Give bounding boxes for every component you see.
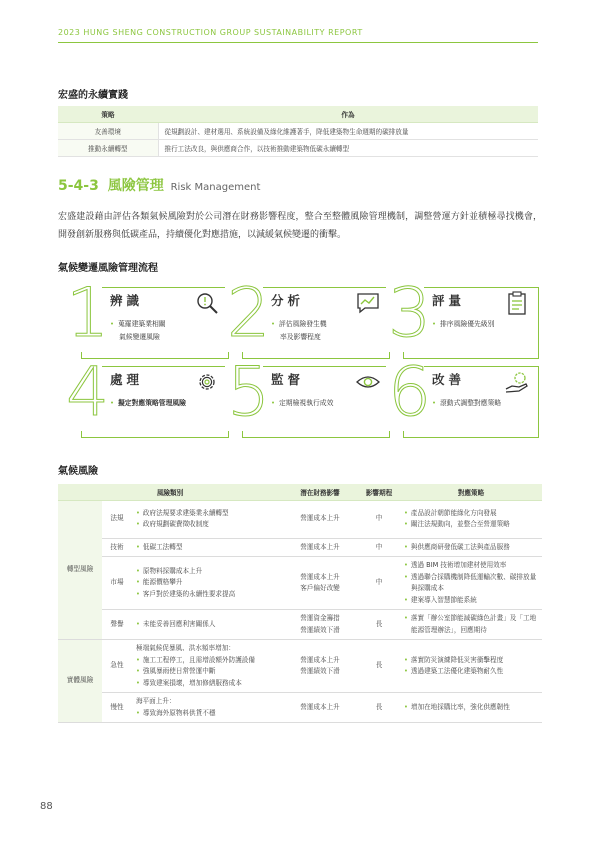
process-step-identify <box>66 274 229 359</box>
step-number: 5 <box>227 353 271 432</box>
climate-risk-title: 氣候風險 <box>58 466 98 477</box>
impact-term: 長 <box>358 693 400 723</box>
risk-items: 極端氣候促暴風、洪水頻率增加： • 施工工程停工，且需增設額外防護設備 • 強風暴雨使日常營運中斷 • 導致建案損壞，增加修繕服務成本 <box>132 640 282 693</box>
risk-items: 海平面上升： • 導致海外原物料供貨不穩 <box>132 693 282 723</box>
process-step-analyze <box>227 274 390 359</box>
strategy-items: • 產品設計朝節能綠化方向發展 • 關注法規動向，並整合至營運策略 <box>400 500 542 538</box>
step-title: 評量 <box>432 293 466 308</box>
financial-impact-line: 客戶偏好改變 <box>300 584 340 592</box>
financial-impact-line: 營運成本上升 <box>300 655 340 664</box>
step-title: 分析 <box>271 293 305 308</box>
strategy-items: • 與供應商研發低碳工法與產品服務 <box>400 538 542 557</box>
financial-impact-line: 營運資金籌措 <box>300 614 340 622</box>
practice-table <box>58 106 538 157</box>
step-text: 評估風險發生機 <box>279 320 327 328</box>
impact-term: 長 <box>358 610 400 640</box>
financial-impact-line: 營運績效下滑 <box>300 625 340 634</box>
col-head-term: 影響期程 <box>358 484 400 500</box>
risk-subcategory: 法規 <box>102 500 132 538</box>
strategy-item: 產品設計朝節能綠化方向發展 <box>410 508 497 517</box>
risk-item: 客戶對於建築的永續性要求提高 <box>142 589 236 598</box>
risk-category: 實體風險 <box>58 640 102 723</box>
risk-item: 政府規劃碳費徵收制度 <box>142 520 209 528</box>
strategy-item: 與供應商研發低碳工法與產品服務 <box>410 542 510 551</box>
risk-items: • 未能妥善回應利害關係人 <box>132 610 282 640</box>
risk-item: 導致建案損壞，增加修繕服務成本 <box>142 678 242 687</box>
risk-subcategory: 聲譽 <box>102 610 132 640</box>
practice-action: 推行工法改良，與供應商合作，以技術推動建築物低碳永續轉型 <box>158 139 538 156</box>
process-title: 氣候變遷風險管理流程 <box>58 263 158 274</box>
step-title: 監督 <box>271 372 305 387</box>
section-title-zh: 風險管理 <box>107 178 164 194</box>
col-head-strategy: 對應策略 <box>400 484 542 500</box>
financial-impact-line: 營運成本上升 <box>300 572 340 581</box>
strategy-item: 透過建築工法優化建築物耐久性 <box>410 667 504 675</box>
risk-items: • 原物料採購成本上升 • 能源價格攀升 • 客戶對於建築的永續性要求提高 <box>132 557 282 610</box>
process-step-monitor <box>227 353 390 438</box>
table-row <box>58 610 542 640</box>
step-bullets: • 擬定對應策略管理風險 <box>110 399 186 407</box>
table-row <box>58 538 542 557</box>
practice-head-action: 作為 <box>158 106 538 122</box>
step-number: 6 <box>388 353 432 432</box>
strategy-item: 落實「辦公室節能減碳綠色計畫」及「工地能源管理辦法」，回應期待 <box>410 614 537 634</box>
financial-impact <box>282 610 358 640</box>
step-number: 4 <box>66 353 110 432</box>
table-row <box>58 640 542 693</box>
strategy-item: 透過聯合採購機制降低運輸次數、碳排放量與採購成本 <box>410 572 537 592</box>
magnifier-icon <box>194 290 220 316</box>
strategy-items: • 落實防災演練降低災害衝擊程度 • 透過建築工法優化建築物耐久性 <box>400 640 542 693</box>
step-text: 率及影響程度 <box>280 333 321 341</box>
step-title: 處理 <box>110 372 144 387</box>
risk-item: 施工工程停工，且需增設額外防護設備 <box>142 655 255 664</box>
table-row <box>58 557 542 610</box>
practice-strategy: 友善環境 <box>58 122 158 139</box>
practice-head-strategy: 策略 <box>58 106 158 122</box>
hand-gear-icon <box>504 369 530 395</box>
risk-heading: 極端氣候促暴風、洪水頻率增加： <box>136 644 235 652</box>
risk-category: 轉型風險 <box>58 500 102 640</box>
financial-impact <box>282 557 358 610</box>
risk-items: • 低碳工法轉型 <box>132 538 282 557</box>
table-row <box>58 122 538 139</box>
climate-risk-table <box>58 484 542 723</box>
financial-impact: 營運成本上升 <box>282 538 358 557</box>
strategy-items: • 落實「辦公室節能減碳綠色計畫」及「工地能源管理辦法」，回應期待 <box>400 610 542 640</box>
financial-impact: 營運成本上升 <box>282 693 358 723</box>
chat-analysis-icon <box>355 290 381 316</box>
eye-icon <box>355 369 381 395</box>
risk-item: 能源價格攀升 <box>142 578 183 587</box>
risk-items: • 政府法規要求建築業永續轉型 • 政府規劃碳費徵收制度 <box>132 500 282 538</box>
impact-term: 中 <box>358 557 400 610</box>
risk-subcategory: 慢性 <box>102 693 132 723</box>
section-number: 5-4-3 <box>58 178 99 194</box>
step-number: 3 <box>388 274 432 353</box>
risk-item: 政府法規要求建築業永續轉型 <box>142 508 229 517</box>
strategy-items: • 透過 BIM 技術增加建材使用效率 • 透過聯合採購機制降低運輸次數、碳排放量與採購成本 • 建案導入智慧節能系統 <box>400 557 542 610</box>
strategy-item: 關注法規動向，並整合至營運策略 <box>410 520 510 528</box>
header-rule <box>58 42 538 43</box>
process-step-evaluate <box>388 274 539 359</box>
financial-impact-line: 營運績效下滑 <box>300 667 340 675</box>
gear-icon <box>194 369 220 395</box>
step-text: 定期檢視執行成效 <box>279 399 334 407</box>
report-header: 2023 HUNG SHENG CONSTRUCTION GROUP SUSTAINABILITY REPORT <box>58 28 363 37</box>
step-number: 2 <box>227 274 271 353</box>
step-bullets: • 排序風險優先級別 <box>432 320 495 328</box>
strategy-items: • 增加在地採購比率，強化供應韌性 <box>400 693 542 723</box>
table-row <box>58 693 542 723</box>
process-step-handle <box>66 353 229 438</box>
step-bullets: • 蒐羅建築業相關 氣候變遷風險 <box>110 318 222 344</box>
col-head-category: 風險類別 <box>58 484 282 500</box>
risk-heading: 海平面上升： <box>136 697 176 705</box>
table-row <box>58 139 538 156</box>
intro-paragraph: 宏盛建設藉由評估各類氣候風險對於公司潛在財務影響程度，整合至整體風險管理機制，調整營運方針並積極尋找機會，開發創新服務與低碳產品，持續優化對應措施，以減緩氣候變遷的衝擊。 <box>58 212 542 240</box>
practice-strategy: 推動永續轉型 <box>58 139 158 156</box>
impact-term: 長 <box>358 640 400 693</box>
impact-term: 中 <box>358 538 400 557</box>
step-title: 改善 <box>432 372 466 387</box>
step-text: 蒐羅建築業相關 <box>118 320 166 328</box>
strategy-item: 建案導入智慧節能系統 <box>410 595 477 604</box>
clipboard-icon <box>504 290 530 316</box>
strategy-item: 透過 BIM 技術增加建材使用效率 <box>410 561 507 569</box>
step-text: 滾動式調整對應策略 <box>440 399 502 407</box>
step-text: 排序風險優先級別 <box>440 320 495 328</box>
impact-term: 中 <box>358 500 400 538</box>
step-text: 氣候變遷風險 <box>119 333 160 341</box>
financial-impact <box>282 640 358 693</box>
practice-title: 宏盛的永續實踐 <box>58 90 128 101</box>
step-bullets: • 定期檢視執行成效 <box>271 399 334 407</box>
risk-item: 低碳工法轉型 <box>142 542 183 551</box>
step-bullets: • 滾動式調整對應策略 <box>432 399 502 407</box>
page-number: 88 <box>40 801 53 812</box>
risk-subcategory: 技術 <box>102 538 132 557</box>
financial-impact: 營運成本上升 <box>282 500 358 538</box>
risk-subcategory: 急性 <box>102 640 132 693</box>
col-head-financial: 潛在財務影響 <box>282 484 358 500</box>
process-step-improve <box>388 353 539 438</box>
section-title <box>58 175 260 195</box>
risk-item: 強風暴雨使日常營運中斷 <box>142 667 216 675</box>
step-bullets: • 評估風險發生機 率及影響程度 <box>271 318 383 344</box>
table-row <box>58 500 542 538</box>
strategy-item: 增加在地採購比率，強化供應韌性 <box>410 702 510 711</box>
strategy-item: 落實防災演練降低災害衝擊程度 <box>410 655 504 664</box>
risk-item: 原物料採購成本上升 <box>142 566 203 575</box>
section-title-en: Risk Management <box>170 182 261 193</box>
step-text: 擬定對應策略管理風險 <box>118 399 186 407</box>
risk-item: 未能妥善回應利害關係人 <box>142 619 216 628</box>
step-title: 辨識 <box>110 293 144 308</box>
risk-item: 導致海外原物料供貨不穩 <box>142 708 216 717</box>
practice-action: 從規劃設計、建材選用、系統設備及綠化維護著手，降低建築物生命週期的碳排放量 <box>158 122 538 139</box>
step-number: 1 <box>66 274 110 353</box>
risk-subcategory: 市場 <box>102 557 132 610</box>
